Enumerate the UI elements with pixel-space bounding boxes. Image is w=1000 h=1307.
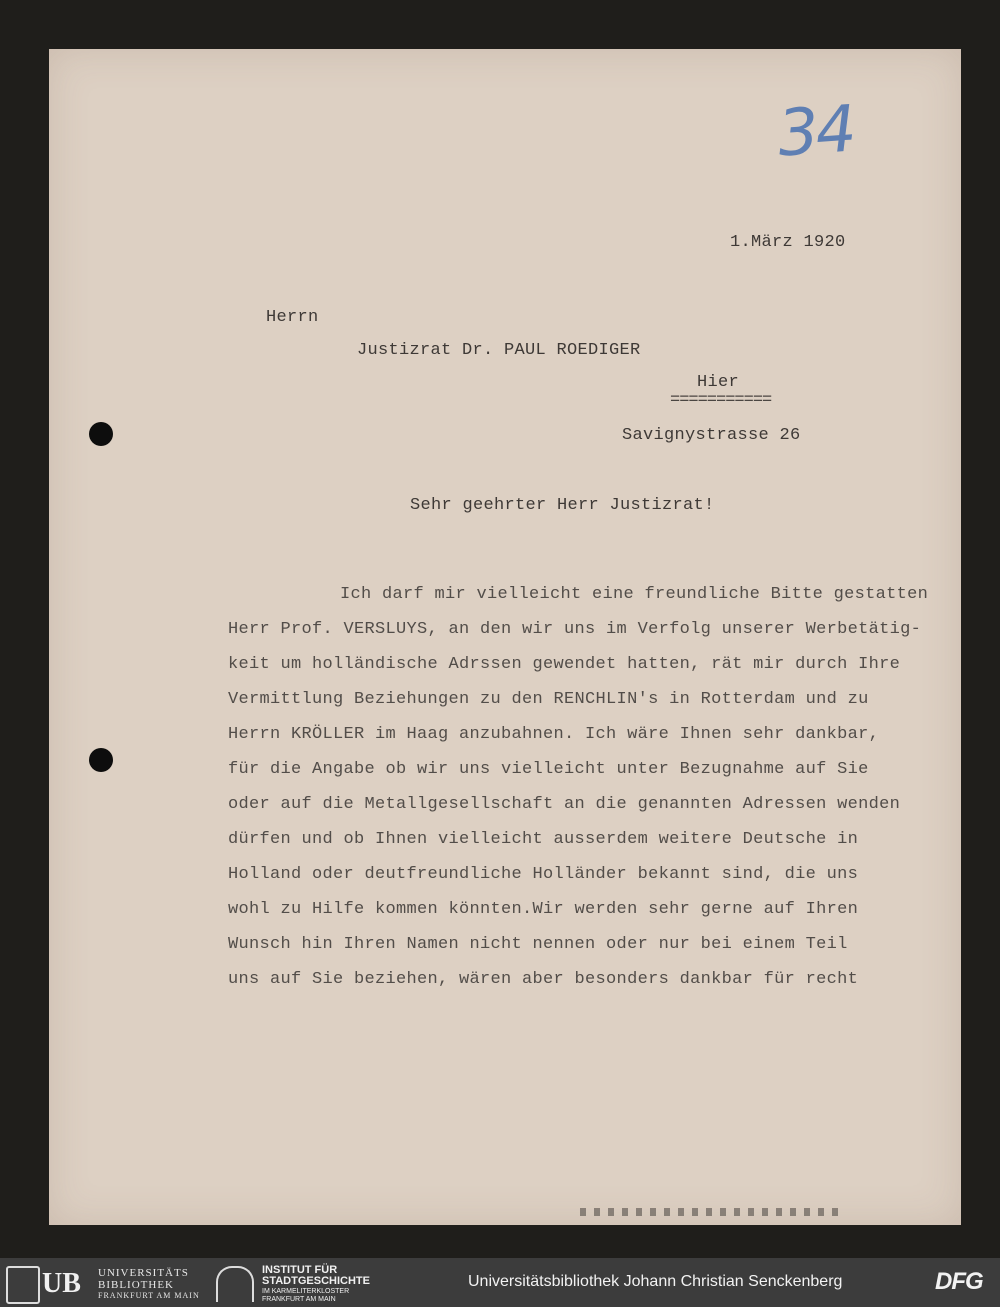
- isg-line-3: IM KARMELITERKLOSTER: [262, 1288, 350, 1295]
- body-line: für die Angabe ob wir uns vielleicht unter Bezugnahme auf Sie: [228, 760, 869, 779]
- isg-line-1: INSTITUT FÜR: [262, 1264, 338, 1276]
- ub-mark: UB: [42, 1268, 81, 1299]
- body-line: Wunsch hin Ihren Namen nicht nennen oder nur bei einem Teil: [228, 935, 848, 954]
- recipient-city: Hier: [697, 373, 740, 392]
- body-line: oder auf die Metallgesellschaft an die genannten Adressen wenden: [228, 795, 901, 814]
- recipient-city-underline: ===========: [670, 391, 772, 410]
- viewer-footer: [0, 1258, 1000, 1307]
- library-name: Universitätsbibliothek Johann Christian Senckenberg: [468, 1273, 843, 1290]
- punch-hole-bottom: [89, 748, 113, 772]
- body-line: Holland oder deutfreundliche Holländer bekannt sind, die uns: [228, 865, 859, 884]
- body-line: uns auf Sie beziehen, wären aber besonders dankbar für recht: [228, 970, 859, 989]
- body-line: Herr Prof. VERSLUYS, an den wir uns im Verfolg unserer Werbetätig-: [228, 620, 922, 639]
- recipient-name: Justizrat Dr. PAUL ROEDIGER: [357, 341, 641, 360]
- body-line: Herrn KRÖLLER im Haag anzubahnen. Ich wäre Ihnen sehr dankbar,: [228, 725, 880, 744]
- torn-text-fragment: [580, 1208, 840, 1216]
- letter-greeting: Sehr geehrter Herr Justizrat!: [410, 496, 715, 515]
- body-line: Ich darf mir vielleicht eine freundliche Bitte gestatten: [340, 585, 929, 604]
- ub-line-2: BIBLIOTHEK: [98, 1279, 174, 1291]
- ub-line-1: UNIVERSITÄTS: [98, 1267, 189, 1279]
- isg-line-2: STADTGESCHICHTE: [262, 1275, 370, 1287]
- body-line: Vermittlung Beziehungen zu den RENCHLIN's in Rotterdam und zu: [228, 690, 869, 709]
- letter-date: 1.März 1920: [730, 233, 846, 252]
- recipient-street: Savignystrasse 26: [622, 426, 801, 445]
- body-line: dürfen und ob Ihnen vielleicht ausserdem weitere Deutsche in: [228, 830, 859, 849]
- isg-line-4: FRANKFURT AM MAIN: [262, 1296, 336, 1303]
- recipient-salutation: Herrn: [266, 308, 319, 327]
- ub-line-3: FRANKFURT AM MAIN: [98, 1291, 200, 1300]
- handwritten-page-number: 34: [775, 92, 856, 172]
- arches-icon: [216, 1266, 254, 1302]
- body-line: wohl zu Hilfe kommen könnten.Wir werden sehr gerne auf Ihren: [228, 900, 859, 919]
- ub-seal-icon: [6, 1266, 40, 1304]
- body-line: keit um holländische Adrssen gewendet hatten, rät mir durch Ihre: [228, 655, 901, 674]
- punch-hole-top: [89, 422, 113, 446]
- dfg-logo[interactable]: DFG: [935, 1268, 983, 1295]
- ub-logo[interactable]: [6, 1264, 206, 1302]
- isg-logo[interactable]: [216, 1264, 406, 1302]
